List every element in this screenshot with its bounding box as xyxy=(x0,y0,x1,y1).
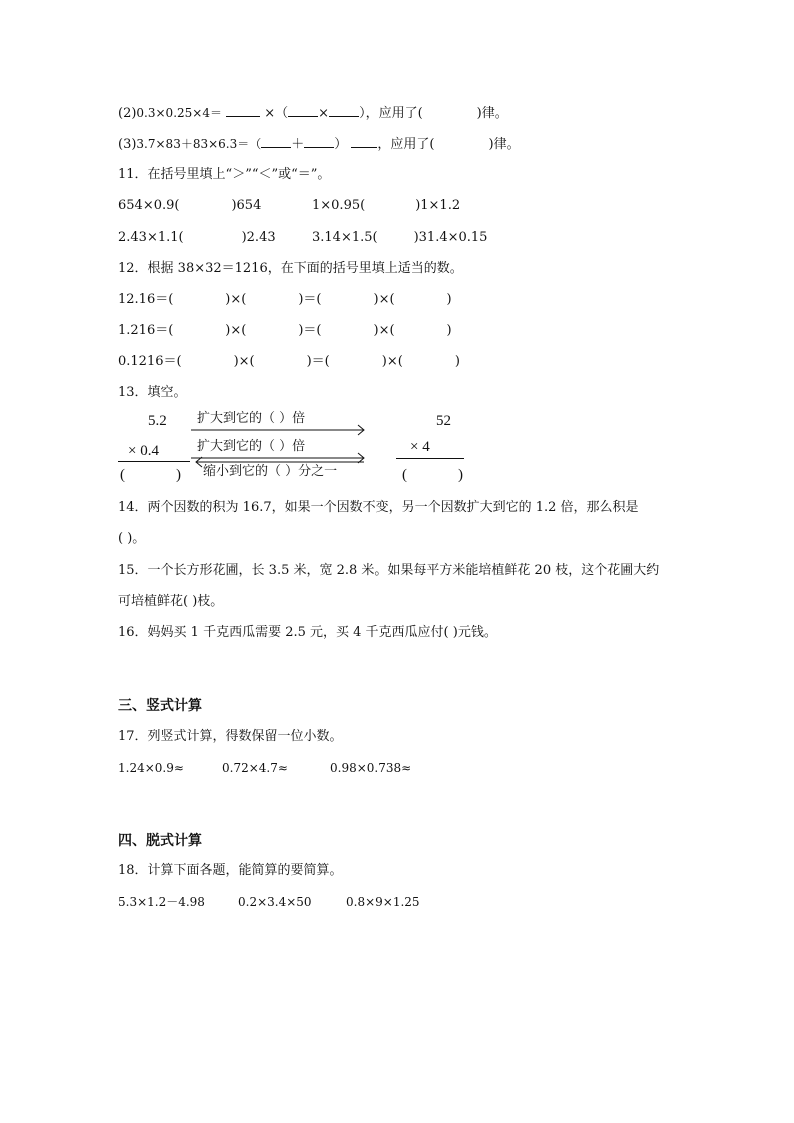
q13-title: 13．填空。 xyxy=(118,385,187,400)
q11-r1-a: 654×0.9( )654 xyxy=(118,198,262,213)
q10-3-expr: 3.7×83＋83×6.3＝（ xyxy=(136,137,262,151)
q13-left-result-close: ) xyxy=(176,467,181,483)
q10-2-blank-1[interactable] xyxy=(226,104,260,117)
q10-2-expr: 0.3×0.25×4＝ xyxy=(136,106,222,120)
q15-cont: 可培植鲜花( )枝。 xyxy=(118,594,224,609)
q13-left-mid: × 0.4 xyxy=(128,443,159,459)
q12-title: 12．根据 38×32＝1216，在下面的括号里填上适当的数。 xyxy=(118,261,463,276)
q18-item-1: 5.3×1.2－4.98 xyxy=(118,895,205,909)
q13-right-top: 52 xyxy=(436,413,451,429)
q13-left-top: 5.2 xyxy=(148,413,167,429)
q10-3-close: ） xyxy=(334,137,348,152)
q12-row-3: 0.1216＝( )×( )＝( )×( ) xyxy=(118,354,460,369)
q10-3-blank-3[interactable] xyxy=(351,135,377,148)
q12-row-2: 1.216＝( )×( )＝( )×( ) xyxy=(118,323,452,338)
q16-text: 16．妈妈买 1 千克西瓜需要 2.5 元，买 4 千克西瓜应付( )元钱。 xyxy=(118,625,497,640)
q17-item-3: 0.98×0.738≈ xyxy=(330,761,412,775)
q13-left-result-open: ( xyxy=(120,467,125,483)
q13-right-mid: × 4 xyxy=(410,439,430,455)
q17-item-1: 1.24×0.9≈ xyxy=(118,761,184,775)
q13-arrow1-label: 扩大到它的（ ）倍 xyxy=(197,411,306,426)
q10-3-prefix: (3) xyxy=(118,137,137,152)
q10-3-plus: ＋ xyxy=(291,137,305,152)
q11-r2-a: 2.43×1.1( )2.43 xyxy=(118,230,276,245)
q15-text: 15．一个长方形花圃，长 3.5 米，宽 2.8 米。如果每平方米能培植鲜花 20 枝，这个花圃大约 xyxy=(118,563,660,578)
q10-line2 xyxy=(118,104,508,123)
q17-title: 17．列竖式计算，得数保留一位小数。 xyxy=(118,729,343,744)
q10-3-blank-2[interactable] xyxy=(304,135,334,148)
q10-2-blank-2[interactable] xyxy=(288,104,318,117)
q13-right-result-close: ) xyxy=(458,467,463,483)
q10-3-close2: ，应用了( xyxy=(377,137,435,152)
q17-item-2: 0.72×4.7≈ xyxy=(222,761,288,775)
q10-2-close: ），应用了( xyxy=(359,106,423,121)
q11-r1-b: 1×0.95( )1×1.2 xyxy=(312,198,461,213)
q13-arrows-svg xyxy=(186,418,376,488)
q13-left-rule xyxy=(118,461,190,462)
q10-2-end: )律。 xyxy=(476,106,508,121)
q13-right-result-open: ( xyxy=(402,467,407,483)
q13-arrow2-label: 扩大到它的（ ）倍 xyxy=(197,439,306,454)
q18-item-3: 0.8×9×1.25 xyxy=(346,895,420,909)
q11-title: 11．在括号里填上“＞”“＜”或“＝”。 xyxy=(118,167,331,182)
q14-cont: ( )。 xyxy=(118,531,146,546)
q10-3-blank-1[interactable] xyxy=(261,135,291,148)
q18-title: 18．计算下面各题，能简算的要简算。 xyxy=(118,863,343,878)
q13-arrow3-label: 缩小到它的（ ）分之一 xyxy=(203,464,338,479)
q10-line3 xyxy=(118,135,520,154)
q10-2-times: ×（ xyxy=(264,106,289,121)
section4-heading: 四、脱式计算 xyxy=(118,833,202,849)
q10-3-end: )律。 xyxy=(488,137,520,152)
q13-right-rule xyxy=(396,458,464,459)
q12-row-1: 12.16＝( )×( )＝( )×( ) xyxy=(118,292,452,307)
q14-text: 14．两个因数的积为 16.7，如果一个因数不变，另一个因数扩大到它的 1.2 倍，那么积是 xyxy=(118,500,639,515)
q18-item-2: 0.2×3.4×50 xyxy=(238,895,312,909)
q10-2-prefix: (2) xyxy=(118,106,137,121)
q10-2-blank-3[interactable] xyxy=(329,104,359,117)
q10-2-x: × xyxy=(318,106,330,121)
section3-heading: 三、竖式计算 xyxy=(118,698,202,714)
q11-r2-b: 3.14×1.5( )31.4×0.15 xyxy=(312,230,488,245)
